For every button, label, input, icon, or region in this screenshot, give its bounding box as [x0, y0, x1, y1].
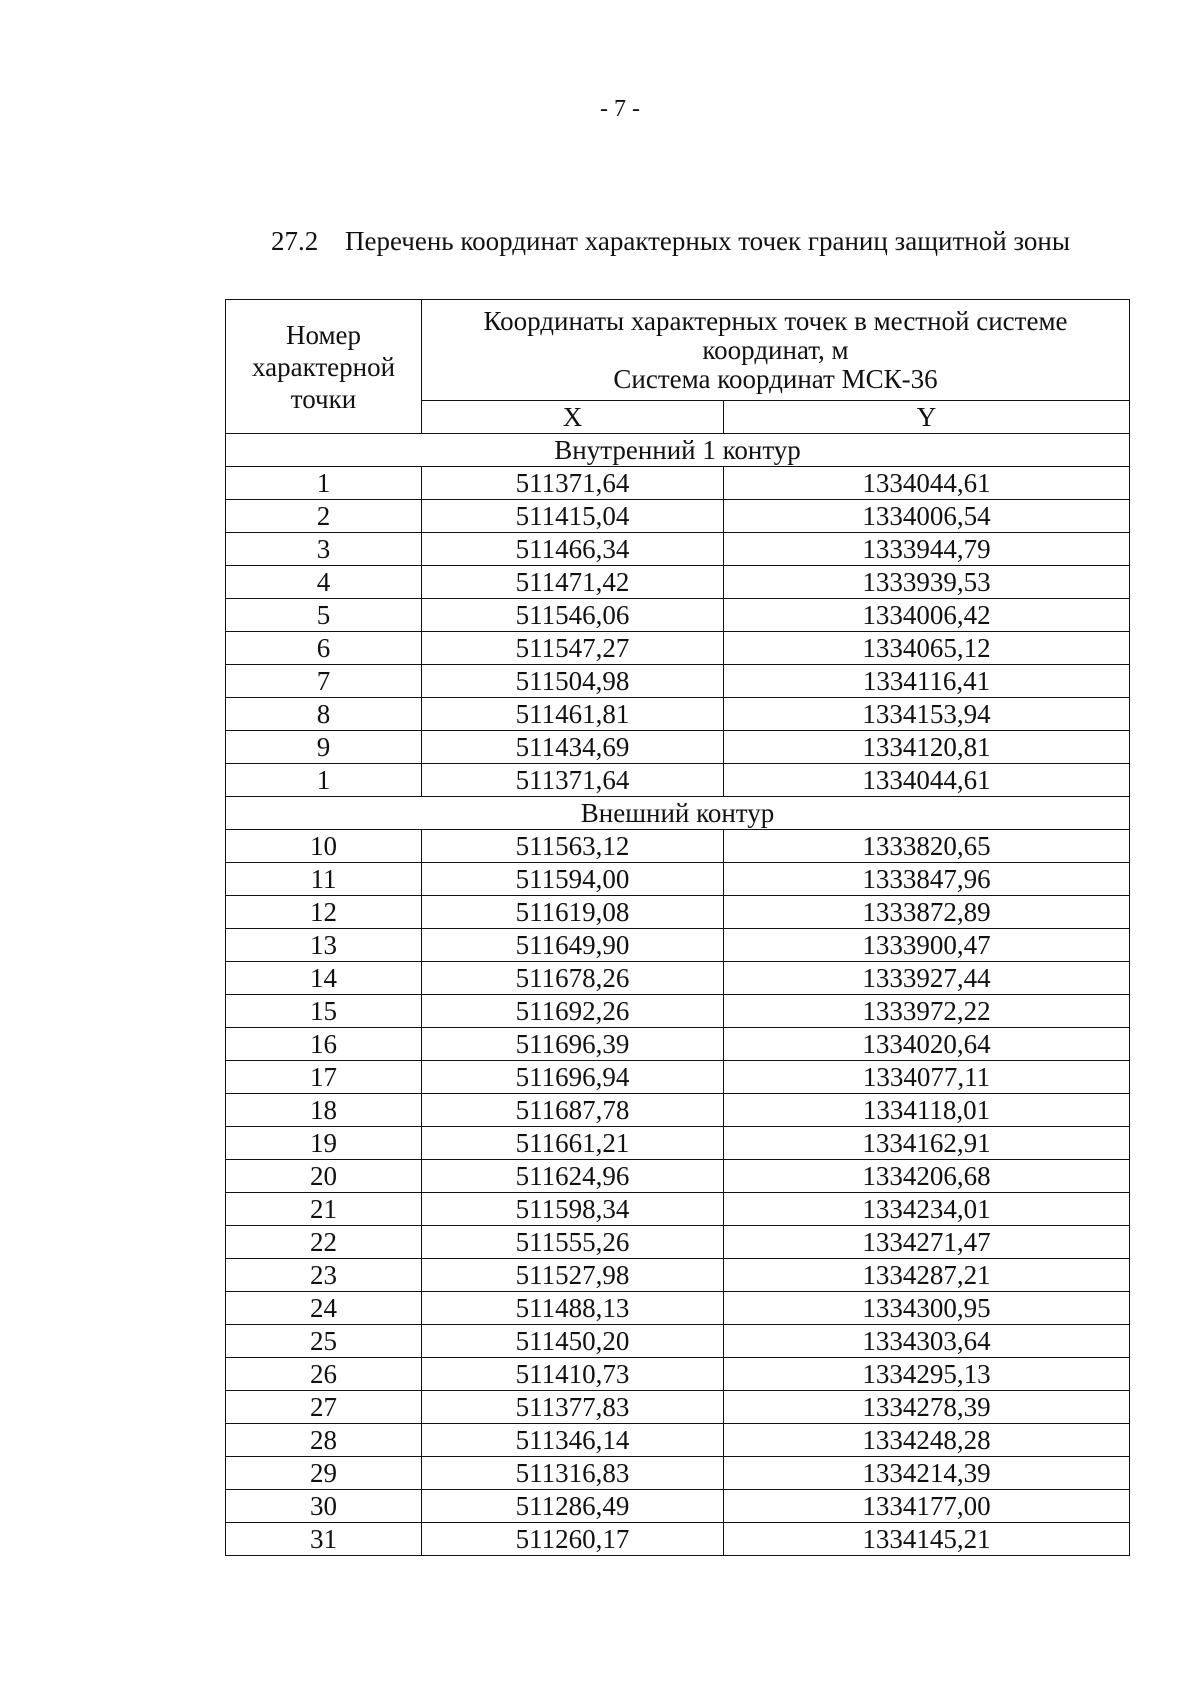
- point-number-cell: 30: [226, 1490, 422, 1523]
- table-row: [226, 1226, 1130, 1259]
- x-coordinate-cell: 511661,21: [422, 1127, 724, 1160]
- point-number-cell: 10: [226, 830, 422, 863]
- x-coordinate-cell: 511649,90: [422, 929, 724, 962]
- point-number-cell: 24: [226, 1292, 422, 1325]
- section-title-cell: Внешний контур: [226, 797, 1130, 830]
- point-number-cell: 20: [226, 1160, 422, 1193]
- y-coordinate-cell: 1334206,68: [724, 1160, 1130, 1193]
- x-coordinate-cell: 511563,12: [422, 830, 724, 863]
- x-coordinate-cell: 511371,64: [422, 764, 724, 797]
- x-coordinate-cell: 511555,26: [422, 1226, 724, 1259]
- x-coordinate-cell: 511346,14: [422, 1424, 724, 1457]
- table-row: [226, 1424, 1130, 1457]
- point-number-cell: 1: [226, 764, 422, 797]
- y-coordinate-cell: 1334271,47: [724, 1226, 1130, 1259]
- table-row: [226, 632, 1130, 665]
- point-number-cell: 27: [226, 1391, 422, 1424]
- section-heading: [271, 226, 1070, 257]
- y-coordinate-cell: 1333872,89: [724, 896, 1130, 929]
- y-coordinate-cell: 1334287,21: [724, 1259, 1130, 1292]
- point-number-cell: 5: [226, 599, 422, 632]
- section-number: 27.2: [271, 226, 319, 256]
- x-coordinate-cell: 511624,96: [422, 1160, 724, 1193]
- coords-header-line: Система координат МСК-36: [613, 363, 938, 394]
- table-row: [226, 863, 1130, 896]
- y-coordinate-cell: 1334295,13: [724, 1358, 1130, 1391]
- point-number-cell: 31: [226, 1523, 422, 1556]
- table-row: [226, 533, 1130, 566]
- x-coordinate-cell: 511488,13: [422, 1292, 724, 1325]
- x-coordinate-cell: 511696,94: [422, 1061, 724, 1094]
- x-column-header: X: [422, 401, 724, 434]
- x-coordinate-cell: 511678,26: [422, 962, 724, 995]
- table-row: [226, 962, 1130, 995]
- point-number-cell: 9: [226, 731, 422, 764]
- y-coordinate-cell: 1333944,79: [724, 533, 1130, 566]
- point-number-cell: 19: [226, 1127, 422, 1160]
- point-number-cell: 17: [226, 1061, 422, 1094]
- section-title-cell: Внутренний 1 контур: [226, 434, 1130, 467]
- table-row: [226, 698, 1130, 731]
- y-coordinate-cell: 1333900,47: [724, 929, 1130, 962]
- x-coordinate-cell: 511598,34: [422, 1193, 724, 1226]
- table-row: [226, 830, 1130, 863]
- y-coordinate-cell: 1334006,54: [724, 500, 1130, 533]
- x-coordinate-cell: 511594,00: [422, 863, 724, 896]
- table-row: [226, 1457, 1130, 1490]
- point-number-cell: 15: [226, 995, 422, 1028]
- x-coordinate-cell: 511377,83: [422, 1391, 724, 1424]
- y-coordinate-cell: 1334248,28: [724, 1424, 1130, 1457]
- x-coordinate-cell: 511692,26: [422, 995, 724, 1028]
- x-coordinate-cell: 511434,69: [422, 731, 724, 764]
- table-row: [226, 929, 1130, 962]
- y-coordinate-cell: 1334120,81: [724, 731, 1130, 764]
- y-coordinate-cell: 1334077,11: [724, 1061, 1130, 1094]
- point-number-cell: 8: [226, 698, 422, 731]
- table-row: [226, 1061, 1130, 1094]
- point-number-cell: 29: [226, 1457, 422, 1490]
- point-number-cell: 28: [226, 1424, 422, 1457]
- x-coordinate-cell: 511471,42: [422, 566, 724, 599]
- y-coordinate-cell: 1334214,39: [724, 1457, 1130, 1490]
- table-row: [226, 1490, 1130, 1523]
- y-coordinate-cell: 1334065,12: [724, 632, 1130, 665]
- y-column-header: Y: [724, 401, 1130, 434]
- point-number-cell: 6: [226, 632, 422, 665]
- table-row: [226, 1193, 1130, 1226]
- point-number-cell: 26: [226, 1358, 422, 1391]
- point-number-cell: 3: [226, 533, 422, 566]
- point-number-cell: 12: [226, 896, 422, 929]
- section-row: [226, 434, 1130, 467]
- table-row: [226, 1127, 1130, 1160]
- y-coordinate-cell: 1333927,44: [724, 962, 1130, 995]
- table-row: [226, 1160, 1130, 1193]
- table-row: [226, 1325, 1130, 1358]
- y-coordinate-cell: 1334278,39: [724, 1391, 1130, 1424]
- x-coordinate-cell: 511260,17: [422, 1523, 724, 1556]
- x-coordinate-cell: 511316,83: [422, 1457, 724, 1490]
- x-coordinate-cell: 511371,64: [422, 467, 724, 500]
- x-coordinate-cell: 511461,81: [422, 698, 724, 731]
- x-coordinate-cell: 511504,98: [422, 665, 724, 698]
- y-coordinate-cell: 1334116,41: [724, 665, 1130, 698]
- table-row: [226, 1028, 1130, 1061]
- table-row: [226, 1259, 1130, 1292]
- point-header-line: точки: [290, 383, 357, 414]
- coordinates-header: [422, 300, 1130, 401]
- point-number-header: [226, 300, 422, 434]
- table-row: [226, 500, 1130, 533]
- table-row: [226, 1523, 1130, 1556]
- point-header-line: характерной: [251, 351, 396, 382]
- coordinates-table: [225, 299, 1130, 1556]
- point-number-cell: 11: [226, 863, 422, 896]
- point-number-cell: 22: [226, 1226, 422, 1259]
- x-coordinate-cell: 511687,78: [422, 1094, 724, 1127]
- point-number-cell: 2: [226, 500, 422, 533]
- y-coordinate-cell: 1333820,65: [724, 830, 1130, 863]
- y-coordinate-cell: 1334177,00: [724, 1490, 1130, 1523]
- section-row: [226, 797, 1130, 830]
- table-body: [226, 434, 1130, 1556]
- y-coordinate-cell: 1334006,42: [724, 599, 1130, 632]
- point-number-cell: 13: [226, 929, 422, 962]
- y-coordinate-cell: 1334044,61: [724, 467, 1130, 500]
- table-row: [226, 731, 1130, 764]
- table-row: [226, 599, 1130, 632]
- x-coordinate-cell: 511619,08: [422, 896, 724, 929]
- x-coordinate-cell: 511696,39: [422, 1028, 724, 1061]
- point-number-cell: 4: [226, 566, 422, 599]
- point-number-cell: 7: [226, 665, 422, 698]
- y-coordinate-cell: 1334153,94: [724, 698, 1130, 731]
- table-row: [226, 467, 1130, 500]
- y-coordinate-cell: 1334020,64: [724, 1028, 1130, 1061]
- coords-header-line: Координаты характерных точек в местной системе: [483, 305, 1068, 336]
- point-number-cell: 21: [226, 1193, 422, 1226]
- x-coordinate-cell: 511286,49: [422, 1490, 724, 1523]
- y-coordinate-cell: 1334162,91: [724, 1127, 1130, 1160]
- y-coordinate-cell: 1333972,22: [724, 995, 1130, 1028]
- point-number-cell: 14: [226, 962, 422, 995]
- point-number-cell: 1: [226, 467, 422, 500]
- x-coordinate-cell: 511547,27: [422, 632, 724, 665]
- point-number-cell: 23: [226, 1259, 422, 1292]
- table-row: [226, 1391, 1130, 1424]
- y-coordinate-cell: 1333939,53: [724, 566, 1130, 599]
- table-row: [226, 665, 1130, 698]
- x-coordinate-cell: 511466,34: [422, 533, 724, 566]
- table-row: [226, 1292, 1130, 1325]
- y-coordinate-cell: 1334044,61: [724, 764, 1130, 797]
- y-coordinate-cell: 1334300,95: [724, 1292, 1130, 1325]
- x-coordinate-cell: 511527,98: [422, 1259, 724, 1292]
- point-number-cell: 18: [226, 1094, 422, 1127]
- table-row: [226, 995, 1130, 1028]
- y-coordinate-cell: 1334118,01: [724, 1094, 1130, 1127]
- y-coordinate-cell: 1333847,96: [724, 863, 1130, 896]
- y-coordinate-cell: 1334145,21: [724, 1523, 1130, 1556]
- x-coordinate-cell: 511546,06: [422, 599, 724, 632]
- table-row: [226, 1358, 1130, 1391]
- page-number: - 7 -: [600, 96, 640, 122]
- table-row: [226, 764, 1130, 797]
- point-number-cell: 25: [226, 1325, 422, 1358]
- table-row: [226, 896, 1130, 929]
- x-coordinate-cell: 511415,04: [422, 500, 724, 533]
- x-coordinate-cell: 511410,73: [422, 1358, 724, 1391]
- x-coordinate-cell: 511450,20: [422, 1325, 724, 1358]
- section-title: Перечень координат характерных точек границ защитной зоны: [345, 226, 1070, 256]
- point-number-cell: 16: [226, 1028, 422, 1061]
- coords-header-line: координат, м: [702, 334, 849, 365]
- point-header-line: Номер: [285, 319, 362, 350]
- table-row: [226, 566, 1130, 599]
- y-coordinate-cell: 1334234,01: [724, 1193, 1130, 1226]
- y-coordinate-cell: 1334303,64: [724, 1325, 1130, 1358]
- table-row: [226, 1094, 1130, 1127]
